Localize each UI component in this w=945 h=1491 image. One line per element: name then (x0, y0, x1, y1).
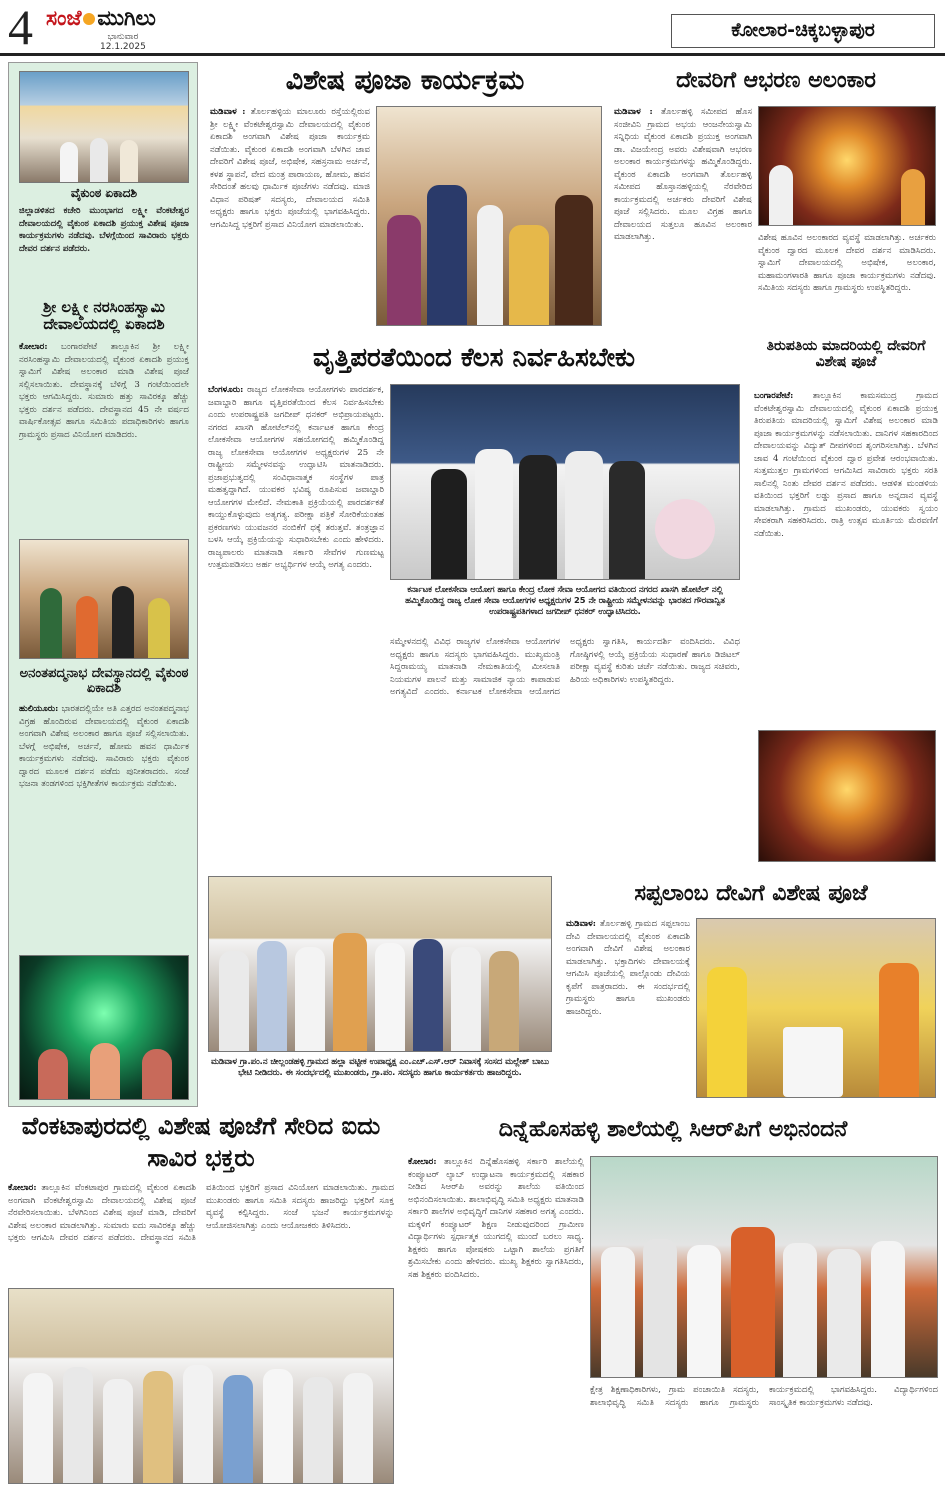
issue-day: ಭಾನುವಾರ (107, 32, 139, 42)
tirupati-deity-photo (758, 730, 936, 862)
mp-visit-block (204, 874, 556, 1102)
article2-body2: ವಿಶೇಷ ಹೂವಿನ ಅಲಂಕಾರದ ವ್ಯವಸ್ಥೆ ಮಾಡಲಾಗಿತ್ತು. ಅರ್ಚಕರು ವೈಕುಂಠ ದ್ವಾರದ ಮೂಲಕ ದೇವರ ದರ್ಶನ ಮಾಡಿಸಿದರು. ಸ್ವಾಮಿಗೆ ದೇವಾಲಯದಲ್ಲಿ ಅಭಿಷೇಕ, ಅಲಂಕಾರ, ಮಹಾಮಂಗಳಾರತಿ ಹಾಗೂ ಪೂಜಾ ಕಾರ್ಯಕ್ರಮಗಳು ನಡೆದವು. ಸಮಿತಿಯ ಸದಸ್ಯರು ಹಾಗೂ ಗ್ರಾಮಸ್ಥರು ಉಪಸ್ಥಿತರಿದ್ದರು. (758, 233, 936, 293)
masthead (0, 0, 945, 56)
article7-body: ತಾಲ್ಲೂಕಿನ ದಿನ್ನೆಹೊಸಹಳ್ಳಿ ಸರ್ಕಾರಿ ಶಾಲೆಯಲ್ಲಿ ಕಂಪ್ಯೂಟರ್ ಲ್ಯಾಬ್ ಉದ್ಘಾಟನಾ ಕಾರ್ಯಕ್ರಮದಲ್ಲಿ ಸಹಕಾರ ನೀಡಿದ ಸಿಆರ್‌ಪಿ ಅವರನ್ನು ಶಾಲೆಯ ವತಿಯಿಂದ ಅಭಿನಂದಿಸಲಾಯಿತು. ಶಾಲಾಭಿವೃದ್ಧಿ ಸಮಿತಿ ಅಧ್ಯಕ್ಷರು ಮಾತನಾಡಿ ಸರ್ಕಾರಿ ಶಾಲೆಗಳ ಅಭಿವೃದ್ಧಿಗೆ ದಾನಿಗಳ ಸಹಕಾರ ಅಗತ್ಯ ಎಂದರು. ಮಕ್ಕಳಿಗೆ ಕಂಪ್ಯೂಟರ್ ಶಿಕ್ಷಣ ನೀಡುವುದರಿಂದ ಗ್ರಾಮೀಣ ವಿದ್ಯಾರ್ಥಿಗಳು ಸ್ಪರ್ಧಾತ್ಮಕ ಯುಗದಲ್ಲಿ ಮುಂದೆ ಬರಲು ಸಾಧ್ಯ. ಶಿಕ್ಷಕರು ಹಾಗೂ ಪೋಷಕರು ಒಟ್ಟಾಗಿ ಶಾಲೆಯ ಪ್ರಗತಿಗೆ ಶ್ರಮಿಸಬೇಕು ಎಂದು ಹೇಳಿದರು. ಮುಖ್ಯ ಶಿಕ್ಷಕರು ಸ್ವಾಗತಿಸಿದರು, ಸಹ ಶಿಕ್ಷಕರು ವಂದಿಸಿದರು. (408, 1157, 584, 1280)
sidebar-item2-body: ಬಂಗಾರಪೇಟೆ ತಾಲ್ಲೂಕಿನ ಶ್ರೀ ಲಕ್ಷ್ಮೀ ನರಸಿಂಹಸ್ವಾಮಿ ದೇವಾಲಯದಲ್ಲಿ ವೈಕುಂಠ ಏಕಾದಶಿ ಪ್ರಯುಕ್ತ ಸ್ವಾಮಿಗೆ ವಿಶೇಷ ಅಲಂಕಾರ ಮಾಡಿ ವಿಶೇಷ ಪೂಜೆ ಸಲ್ಲಿಸಲಾಯಿತು. ದೇವಸ್ಥಾನಕ್ಕೆ ಬೆಳಿಗ್ಗೆ 3 ಗಂಟೆಯಿಂದಲೇ ಭಕ್ತರು ಆಗಮಿಸಿದ್ದರು. ಸುಮಾರು ಹತ್ತು ಸಾವಿರಕ್ಕೂ ಹೆಚ್ಚು ಭಕ್ತರು ದರ್ಶನ ಪಡೆದರು. ದೇವಸ್ಥಾನದ 45 ನೇ ವರ್ಷದ ವಾರ್ಷಿಕೋತ್ಸವ ಹಾಗೂ ಸಮಿತಿಯ ಪದಾಧಿಕಾರಿಗಳು ಹಾಗೂ ಗ್ರಾಮಸ್ಥರು ಪ್ರಸಾದ ವಿನಿಯೋಗ ಮಾಡಿದರು. (19, 342, 189, 440)
article6-dateline: ಕೋಲಾರ: (8, 1183, 37, 1193)
article5-text (566, 918, 690, 1098)
article1-title: ವಿಶೇಷ ಪೂಜಾ ಕಾರ್ಯಕ್ರಮ (285, 65, 525, 96)
deity-ornament-photo (758, 106, 936, 226)
article4-dateline: ಬಂಗಾರಪೇಟೆ: (754, 391, 794, 401)
newspaper-logo[interactable] (46, 6, 156, 31)
logo-part2: ಮುಗಿಲು (97, 6, 156, 30)
sidebar-item2-dateline: ಕೋಲಾರ: (19, 342, 48, 352)
felicitation-photo (590, 1156, 938, 1378)
article3-body: ರಾಜ್ಯದ ಲೋಕಸೇವಾ ಆಯೋಗಗಳು ಪಾರದರ್ಶಕ, ಜವಾಬ್ದಾರಿ ಹಾಗೂ ವೃತ್ತಿಪರತೆಯಿಂದ ಕೆಲಸ ನಿರ್ವಹಿಸಬೇಕು ಎಂದು ಉಪರಾಷ್ಟ್ರಪತಿ ಜಗದೀಪ್ ಧನಕರ್ ಅಭಿಪ್ರಾಯಪಟ್ಟರು. ನಗರದ ಖಾಸಗಿ ಹೋಟೆಲ್‌ನಲ್ಲಿ ಕರ್ನಾಟಕ ಹಾಗೂ ಕೇಂದ್ರ ಲೋಕಸೇವಾ ಆಯೋಗಗಳ ಸಹಯೋಗದಲ್ಲಿ ಹಮ್ಮಿಕೊಂಡಿದ್ದ ರಾಜ್ಯ ಲೋಕಸೇವಾ ಆಯೋಗಗಳ ಅಧ್ಯಕ್ಷರುಗಳ 25 ನೇ ರಾಷ್ಟ್ರೀಯ ಸಮ್ಮೇಳನವನ್ನು ಉದ್ಘಾಟಿಸಿ ಮಾತನಾಡಿದರು. ಪ್ರಜಾಪ್ರಭುತ್ವದಲ್ಲಿ ಸಂವಿಧಾನಾತ್ಮಕ ಸಂಸ್ಥೆಗಳ ಪಾತ್ರ ಮಹತ್ವದ್ದಾಗಿದೆ. ಯುವಕರ ಭವಿಷ್ಯ ರೂಪಿಸುವ ಜವಾಬ್ದಾರಿ ಆಯೋಗಗಳ ಮೇಲಿದೆ. ನೇಮಕಾತಿ ಪ್ರಕ್ರಿಯೆಯಲ್ಲಿ ಪಾರದರ್ಶಕತೆ ಕಾಯ್ದುಕೊಳ್ಳುವುದು ಅತ್ಯಗತ್ಯ. ಪರೀಕ್ಷಾ ಪತ್ರಿಕೆ ಸೋರಿಕೆಯಂತಹ ಪ್ರಕರಣಗಳು ಯುವಜನರ ನಂಬಿಕೆಗೆ ಧಕ್ಕೆ ತರುತ್ತವೆ. ತಂತ್ರಜ್ಞಾನ ಬಳಸಿ ಆಯ್ಕೆ ಪ್ರಕ್ರಿಯೆಯನ್ನು ಸುಧಾರಿಸಬೇಕು ಎಂದು ಹೇಳಿದರು. ರಾಜ್ಯಪಾಲರು ಮಾತನಾಡಿ ಸರ್ಕಾರಿ ಸೇವೆಗಳ ಗುಣಮಟ್ಟ ಉತ್ತಮಪಡಿಸಲು ಅರ್ಹ ಅಭ್ಯರ್ಥಿಗಳ ಆಯ್ಕೆ ಅಗತ್ಯ ಎಂದರು. (208, 385, 384, 570)
article6-title: ವೆಂಕಟಾಪುರದಲ್ಲಿ ವಿಶೇಷ ಪೂಜೆಗೆ ಸೇರಿದ ಐದು ಸಾವಿರ ಭಕ್ತರು (21, 1112, 381, 1172)
article3-dateline: ಬೆಂಗಳೂರು: (208, 385, 244, 395)
sidebar-item3-body: ಭಾರತದಲ್ಲಿಯೇ ಅತಿ ಎತ್ತರದ ಅನಂತಪದ್ಮನಾಭ ವಿಗ್ರಹ ಹೊಂದಿರುವ ದೇವಾಲಯದಲ್ಲಿ ವೈಕುಂಠ ಏಕಾದಶಿ ಅಂಗವಾಗಿ ವಿಶೇಷ ಅಲಂಕಾರ ಹಾಗೂ ಪೂಜೆ ಸಲ್ಲಿಸಲಾಯಿತು. ಬೆಳಗ್ಗೆ ಅಭಿಷೇಕ, ಅರ್ಚನೆ, ಹೋಮ ಹವನ ಧಾರ್ಮಿಕ ಕಾರ್ಯಕ್ರಮಗಳು ನಡೆದವು. ಸಾವಿರಾರು ಭಕ್ತರು ವೈಕುಂಠ ದ್ವಾರದ ಮೂಲಕ ದರ್ಶನ ಪಡೆದು ಪುನೀತರಾದರು. ಸಂಜೆ ಭಜನಾ ತಂಡಗಳಿಂದ ಭಕ್ತಿಗೀತೆಗಳ ಕಾರ್ಯಕ್ರಮ ನಡೆಯಿತು. (19, 704, 189, 789)
article2-text (614, 106, 752, 328)
article4-text (754, 390, 938, 724)
sidebar-item2-article (19, 341, 189, 531)
venkatapura-devotees-photo (8, 1288, 394, 1484)
sidebar-item1-body: ಜಿಲ್ಲಾಡಳಿತದ ಕಚೇರಿ ಮುಂಭಾಗದ ಲಕ್ಷ್ಮೀ ವೆಂಕಟೇಶ್ವರ ದೇವಾಲಯದಲ್ಲಿ ವೈಕುಂಠ ಏಕಾದಶಿ ಪ್ರಯುಕ್ತ ವಿಶೇಷ ಪೂಜಾ ಕಾರ್ಯಕ್ರಮಗಳು ನಡೆದವು. ಬೆಳಗ್ಗೆಯಿಂದ ಸಾವಿರಾರು ಭಕ್ತರು ದೇವರ ದರ್ಶನ ಪಡೆದರು. (19, 206, 189, 254)
logo-part1: ಸಂಜೆ (46, 6, 82, 30)
article7-body2: ಕ್ಷೇತ್ರ ಶಿಕ್ಷಣಾಧಿಕಾರಿಗಳು, ಗ್ರಾಮ ಪಂಚಾಯಿತಿ ಸದಸ್ಯರು, ಶಾಲಾಭಿವೃದ್ಧಿ ಸಮಿತಿ ಸದಸ್ಯರು ಹಾಗೂ ಗ್ರಾಮಸ್ಥರು ಕಾರ್ಯಕ್ರಮದಲ್ಲಿ ಭಾಗವಹಿಸಿದ್ದರು. ವಿದ್ಯಾರ್ಥಿಗಳಿಂದ ಸಾಂಸ್ಕೃತಿಕ ಕಾರ್ಯಕ್ರಮಗಳು ನಡೆದವು. (590, 1385, 938, 1408)
conference-photo (390, 384, 740, 580)
article-tirupati-model (752, 338, 940, 868)
mp-visit-caption: ಮಡಿವಾಳ ಗ್ರಾ.ಪಂ.ನ ಚೀಲ್ಲಂಡಹಳ್ಳಿ ಗ್ರಾಮದ ಹಲ್ಲಾ ವಟ್ಟೀಕ ಉಪಾಧ್ಯಕ್ಷ ಎಂ.ಎಚ್.ಎಸ್.ಆರ್ ನಿವಾಸಕ್ಕೆ ಸಂಸದ ಮಲ್ಲೇಶ್ ಬಾಬು ಭೇಟಿ ನೀಡಿದರು. ಈ ಸಂದರ್ಭದಲ್ಲಿ ಮುಖಂಡರು, ಗ್ರಾ.ಪಂ. ಸದಸ್ಯರು ಹಾಗೂ ಕಾರ್ಯಕರ್ತರು ಹಾಜರಿದ್ದರು. (210, 1056, 550, 1077)
issue-dateline (100, 32, 146, 52)
article7-text (408, 1156, 584, 1484)
article2-body: ತೊರ್ಲಹಳ್ಳಿ ಸಮೀಪದ ಹೊಸ ಸಂಜೀವಿನಿ ಗ್ರಾಮದ ಅಭಯ ಆಂಜನೇಯಸ್ವಾಮಿ ಸನ್ನಿಧಿಯ ವೈಕುಂಠ ಏಕಾದಶಿ ಪ್ರಯುಕ್ತ ಅಂಗವಾಗಿ ಡಾ. ವಿಜಯೇಂದ್ರ ಅವರು ವಿಶೇಷವಾಗಿ ಆಭರಣ ಅಲಂಕಾರ ಕಾರ್ಯಕ್ರಮಗಳನ್ನು ಹಮ್ಮಿಕೊಂಡಿದ್ದರು. ವೈಕುಂಠ ಏಕಾದಶಿ ಅಂಗವಾಗಿ ತೊರ್ಲಹಳ್ಳಿ ಸಮೀಪದ ಹೊಸ್ತಾನಹಳ್ಳಿಯಲ್ಲಿ ನೆರವೇರಿದ ಕಾರ್ಯಕ್ರಮದಲ್ಲಿ ಅರ್ಚಕರು ದೇವರಿಗೆ ವಿಶೇಷ ಪೂಜೆ ಸಲ್ಲಿಸಿದರು. ಮೂಲ ವಿಗ್ರಹ ಹಾಗೂ ದೇವಾಲಯದ ಸುತ್ತಲೂ ಹೂವಿನ ಅಲಂಕಾರ ಮಾಡಲಾಗಿತ್ತು. (614, 107, 752, 242)
region-banner: ಕೋಲಾರ-ಚಿಕ್ಕಬಳ್ಳಾಪುರ (671, 14, 935, 48)
article3-text (208, 384, 384, 862)
article4-title: ತಿರುಪತಿಯ ಮಾದರಿಯಲ್ಲಿ ದೇವರಿಗೆ ವಿಶೇಷ ಪೂಜೆ (766, 338, 926, 371)
sidebar-item3-title: ಅನಂತಪದ್ಮನಾಭ ದೇವಸ್ಥಾನದಲ್ಲಿ ವೈಕುಂಠ ಏಕಾದಶಿ (19, 666, 189, 696)
temple-photo (19, 71, 189, 183)
idols-photo (19, 955, 189, 1100)
article4-body: ತಾಲ್ಲೂಕಿನ ಕಾಮಸಮುದ್ರ ಗ್ರಾಮದ ವೆಂಕಟೇಶ್ವರಸ್ವಾಮಿ ದೇವಾಲಯದಲ್ಲಿ ವೈಕುಂಠ ಏಕಾದಶಿ ಪ್ರಯುಕ್ತ ತಿರುಪತಿಯ ಮಾದರಿಯಲ್ಲಿ ಸ್ವಾಮಿಗೆ ವಿಶೇಷ ಅಲಂಕಾರ ಮಾಡಿ ಪೂಜಾ ಕಾರ್ಯಕ್ರಮಗಳನ್ನು ನಡೆಸಲಾಯಿತು. ದಾನಿಗಳ ಸಹಕಾರದಿಂದ ದೇವಾಲಯವನ್ನು ವಿದ್ಯುತ್ ದೀಪಗಳಿಂದ ಶೃಂಗರಿಸಲಾಗಿತ್ತು. ಬೆಳಗಿನ ಜಾವ 4 ಗಂಟೆಯಿಂದ ವೈಕುಂಠ ದ್ವಾರ ಪ್ರವೇಶ ಆರಂಭವಾಯಿತು. ಸುತ್ತಮುತ್ತಲ ಗ್ರಾಮಗಳಿಂದ ಆಗಮಿಸಿದ ಸಾವಿರಾರು ಭಕ್ತರು ಸರತಿ ಸಾಲಿನಲ್ಲಿ ನಿಂತು ದೇವರ ದರ್ಶನ ಪಡೆದರು. ಆಡಳಿತ ಮಂಡಳಿಯ ವತಿಯಿಂದ ಭಕ್ತರಿಗೆ ಲಡ್ಡು ಪ್ರಸಾದ ಹಾಗೂ ಅನ್ನದಾನ ವ್ಯವಸ್ಥೆ ಮಾಡಲಾಗಿತ್ತು. ಗ್ರಾಮದ ಮುಖಂಡರು, ಯುವಕರು ಸ್ವಯಂ ಸೇವಕರಾಗಿ ಸಹಕರಿಸಿದರು. ರಾತ್ರಿ ಉತ್ಸವ ಮೂರ್ತಿಯ ಮೆರವಣಿಗೆ ನಡೆಯಿತು. (754, 391, 938, 539)
page-number: 4 (8, 0, 33, 55)
article5-dateline: ಮಡಿವಾಳ: (566, 919, 596, 929)
article-sappalamba-devi (562, 874, 940, 1102)
article2-title: ದೇವರಿಗೆ ಆಭರಣ ಅಲಂಕಾರ (676, 68, 876, 93)
sidebar-item3-article (19, 703, 189, 948)
article7-dateline: ಕೋಲಾರ: (408, 1157, 437, 1167)
article-dinnehosahalli-school (404, 1110, 942, 1488)
sidebar-column (8, 62, 198, 1107)
article1-body: ತೊರ್ಲಹಳ್ಳಿಯ ಮಾಲೂರು ರಸ್ತೆಯಲ್ಲಿರುವ ಶ್ರೀ ಲಕ್ಷ್ಮೀ ವೆಂಕಟೇಶ್ವರಸ್ವಾಮಿ ದೇವಾಲಯದಲ್ಲಿ ವೈಕುಂಠ ಏಕಾದಶಿ ಅಂಗವಾಗಿ ವಿಶೇಷ ಪೂಜಾ ಕಾರ್ಯಕ್ರಮ ನಡೆಯಿತು. ವೈಕುಂಠ ಏಕಾದಶಿ ಅಂಗವಾಗಿ ಬೆಳಗಿನ ಜಾವ ದೇವರಿಗೆ ವಿಶೇಷ ಪೂಜೆ, ಅಭಿಷೇಕ, ಸಹಸ್ರನಾಮ ಅರ್ಚನೆ, ಕಳಶ ಸ್ಥಾಪನೆ, ವೇದ ಮಂತ್ರ ಪಾರಾಯಣ, ಹೋಮ, ಹವನ ಸೇರಿದಂತೆ ಹಲವು ಧಾರ್ಮಿಕ ಪೂಜೆಗಳು ನಡೆದವು. ಮಾಜಿ ವಿಧಾನ ಪರಿಷತ್ ಸದಸ್ಯರು, ದೇವಾಲಯದ ಸಮಿತಿ ಅಧ್ಯಕ್ಷರು ಹಾಗೂ ಭಕ್ತರು ಪೂಜೆಯಲ್ಲಿ ಭಾಗವಹಿಸಿದ್ದರು. ಆಗಮಿಸಿದ್ದ ಭಕ್ತರಿಗೆ ಪ್ರಸಾದ ವಿನಿಯೋಗ ಮಾಡಲಾಯಿತು. (210, 107, 370, 230)
article5-body: ತೊರ್ಲಹಳ್ಳಿ ಗ್ರಾಮದ ಸಪ್ಪಲಾಂಬ ದೇವಿ ದೇವಾಲಯದಲ್ಲಿ ವೈಕುಂಠ ಏಕಾದಶಿ ಅಂಗವಾಗಿ ದೇವಿಗೆ ವಿಶೇಷ ಅಲಂಕಾರ ಮಾಡಲಾಗಿತ್ತು. ಭಕ್ತಾದಿಗಳು ದೇವಾಲಯಕ್ಕೆ ಆಗಮಿಸಿ ಪೂಜೆಯಲ್ಲಿ ಪಾಲ್ಗೊಂಡು ದೇವಿಯ ಕೃಪೆಗೆ ಪಾತ್ರರಾದರು. ಈ ಸಂದರ್ಭದಲ್ಲಿ ಗ್ರಾಮಸ್ಥರು ಹಾಗೂ ಮುಖಂಡರು ಹಾಜರಿದ್ದರು. (566, 919, 690, 1017)
article7-title: ದಿನ್ನೆಹೊಸಹಳ್ಳಿ ಶಾಲೆಯಲ್ಲಿ ಸಿಆರ್‌ಪಿಗೆ ಅಭಿನಂದನೆ (498, 1117, 848, 1142)
article-professionalism (204, 338, 744, 868)
article5-title: ಸಪ್ಪಲಾಂಬ ದೇವಿಗೆ ವಿಶೇಷ ಪೂಜೆ (634, 881, 868, 906)
article1-dateline: ಮಡಿವಾಳ : (210, 107, 246, 117)
sidebar-item2-title: ಶ್ರೀ ಲಕ್ಷ್ಮೀ ನರಸಿಂಹಸ್ವಾಮಿ ದೇವಾಲಯದಲ್ಲಿ ಏಕಾದಶಿ (43, 298, 165, 334)
puja-group-photo (376, 106, 602, 326)
article-venkatapura (4, 1110, 398, 1488)
sappalamba-puja-photo (696, 918, 936, 1098)
article6-body: ತಾಲ್ಲೂಕಿನ ವೆಂಕಟಾಪುರ ಗ್ರಾಮದಲ್ಲಿ ವೈಕುಂಠ ಏಕಾದಶಿ ಅಂಗವಾಗಿ ವೆಂಕಟೇಶ್ವರಸ್ವಾಮಿ ದೇವಾಲಯದಲ್ಲಿ ವಿಶೇಷ ಪೂಜೆ ನೆರವೇರಿಸಲಾಯಿತು. ಬೆಳಗಿನಿಂದ ವಿಶೇಷ ಪೂಜೆ ಮಾಡಿ, ದೇವರಿಗೆ ವಿಶೇಷ ಅಲಂಕಾರ ಮಾಡಲಾಗಿತ್ತು. ಸುಮಾರು ಐದು ಸಾವಿರಕ್ಕೂ ಹೆಚ್ಚು ಭಕ್ತರು ಆಗಮಿಸಿ ದೇವರ ದರ್ಶನ ಪಡೆದರು. ದೇವಸ್ಥಾನದ ಸಮಿತಿ ವತಿಯಿಂದ ಭಕ್ತರಿಗೆ ಪ್ರಸಾದ ವಿನಿಯೋಗ ಮಾಡಲಾಯಿತು. ಗ್ರಾಮದ ಮುಖಂಡರು ಹಾಗೂ ಸಮಿತಿ ಸದಸ್ಯರು ಹಾಜರಿದ್ದು ಭಕ್ತರಿಗೆ ಸೂಕ್ತ ವ್ಯವಸ್ಥೆ ಕಲ್ಪಿಸಿದ್ದರು. ಸಂಜೆ ಭಜನೆ ಕಾರ್ಯಕ್ರಮಗಳನ್ನು ಆಯೋಜಿಸಲಾಗಿತ್ತು ಎಂದು ಆಯೋಜಕರು ತಿಳಿಸಿದರು. (8, 1183, 394, 1243)
sidebar-item1-title: ವೈಕುಂಠ ಏಕಾದಶಿ (70, 186, 138, 200)
conference-photo-caption: ಕರ್ನಾಟಕ ಲೋಕಸೇವಾ ಆಯೋಗ ಹಾಗೂ ಕೇಂದ್ರ ಲೋಕ ಸೇವಾ ಆಯೋಗದ ವತಿಯಿಂದ ನಗರದ ಖಾಸಗಿ ಹೋಟೆಲ್ ನಲ್ಲಿ ಹಮ್ಮಿಕೊಂಡಿದ್ದ ರಾಜ್ಯ ಲೋಕ ಸೇವಾ ಆಯೋಗಗಳ ಅಧ್ಯಕ್ಷರುಗಳ 25 ನೇ ರಾಷ್ಟ್ರೀಯ ಸಮ್ಮೇಳನವನ್ನು ಭಾರತದ ಗೌರವಾನ್ವಿತ ಉಪರಾಷ್ಟ್ರಪತಿಗಳಾದ ಜಗದೀಪ್ ಧನಕರ್ ಉದ್ಘಾಟಿಸಿದರು. (405, 584, 725, 616)
article-ornament-decoration (612, 62, 940, 332)
article2-dateline: ಮಡಿವಾಳ : (614, 107, 653, 117)
article3-title: ವೃತ್ತಿಪರತೆಯಿಂದ ಕೆಲಸ ನಿರ್ವಹಿಸಬೇಕು (312, 343, 636, 373)
article1-text (210, 106, 370, 328)
article3-body-lower: ಸಮ್ಮೇಳನದಲ್ಲಿ ವಿವಿಧ ರಾಜ್ಯಗಳ ಲೋಕಸೇವಾ ಆಯೋಗಗಳ ಅಧ್ಯಕ್ಷರು ಹಾಗೂ ಸದಸ್ಯರು ಭಾಗವಹಿಸಿದ್ದರು. ಮುಖ್ಯಮಂತ್ರಿ ಸಿದ್ದರಾಮಯ್ಯ ಮಾತನಾಡಿ ನೇಮಕಾತಿಯಲ್ಲಿ ಮೀಸಲಾತಿ ನಿಯಮಗಳ ಪಾಲನೆ ಮತ್ತು ಸಾಮಾಜಿಕ ನ್ಯಾಯ ಕಾಪಾಡುವ ಅಗತ್ಯವಿದೆ ಎಂದರು. ಕರ್ನಾಟಕ ಲೋಕಸೇವಾ ಆಯೋಗದ ಅಧ್ಯಕ್ಷರು ಸ್ವಾಗತಿಸಿ, ಕಾರ್ಯದರ್ಶಿ ವಂದಿಸಿದರು. ವಿವಿಧ ಗೋಷ್ಠಿಗಳಲ್ಲಿ ಆಯ್ಕೆ ಪ್ರಕ್ರಿಯೆಯ ಸುಧಾರಣೆ ಹಾಗೂ ಡಿಜಿಟಲ್ ಪರೀಕ್ಷಾ ವ್ಯವಸ್ಥೆ ಕುರಿತು ಚರ್ಚೆ ನಡೆಯಿತು. ರಾಜ್ಯದ ಸಚಿವರು, ಹಿರಿಯ ಅಧಿಕಾರಿಗಳು ಉಪಸ್ಥಿತರಿದ್ದರು. (390, 637, 740, 697)
issue-date: 12.1.2025 (100, 42, 146, 52)
sidebar-item3-dateline: ಹುಲಿಯೂರು: (19, 704, 59, 714)
family-photo (19, 539, 189, 659)
sun-icon (83, 13, 95, 25)
mp-visit-photo (208, 876, 552, 1052)
article6-text (8, 1182, 394, 1282)
article-special-puja (204, 62, 606, 332)
